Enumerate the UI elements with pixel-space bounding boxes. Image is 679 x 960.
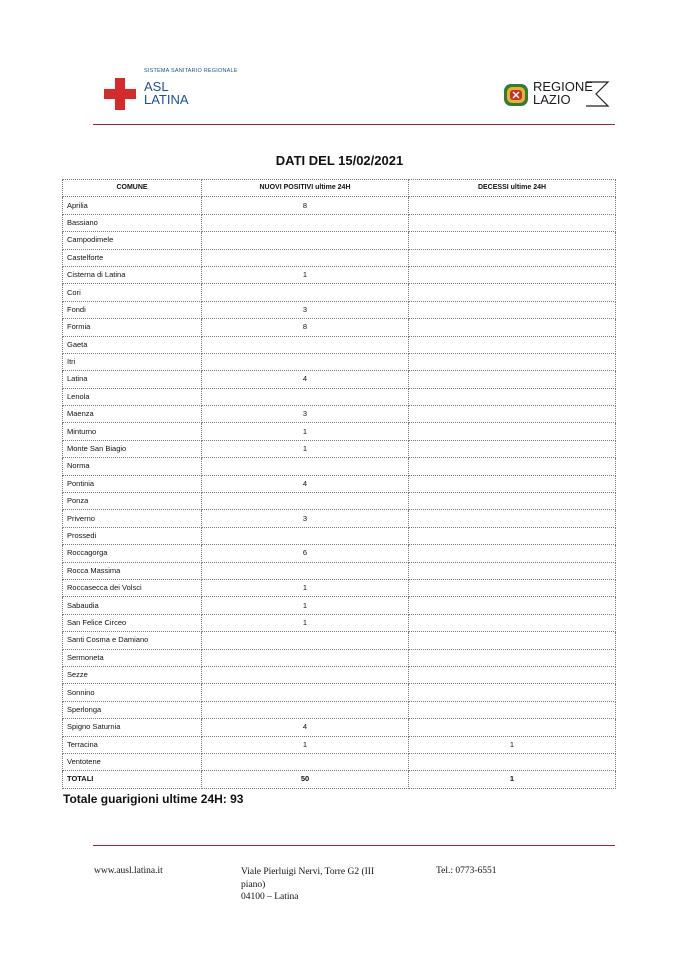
cell-decessi [409, 614, 616, 631]
table-row [63, 510, 616, 527]
cell-decessi [409, 649, 616, 666]
cell-nuovi-positivi [202, 493, 409, 510]
regione-lazio-text: REGIONE LAZIO [533, 79, 593, 107]
cell-nuovi-positivi: 3 [202, 406, 409, 423]
page-header [0, 0, 679, 130]
table-row [63, 353, 616, 370]
table-row [63, 406, 616, 423]
header-nuovi-positivi: NUOVI POSITIVI ultime 24H [202, 180, 409, 197]
header-comune: COMUNE [63, 180, 202, 197]
cell-comune: Gaeta [63, 336, 202, 353]
table-row [63, 214, 616, 231]
cell-decessi [409, 562, 616, 579]
table-row [63, 266, 616, 283]
cell-decessi [409, 527, 616, 544]
table-row [63, 649, 616, 666]
cell-decessi [409, 232, 616, 249]
cell-comune: Formia [63, 319, 202, 336]
cell-comune: Campodimele [63, 232, 202, 249]
cell-decessi [409, 249, 616, 266]
table-row [63, 753, 616, 770]
cell-nuovi-positivi [202, 666, 409, 683]
cell-decessi [409, 458, 616, 475]
cell-nuovi-positivi: 1 [202, 266, 409, 283]
red-cross-icon [104, 78, 136, 110]
cell-nuovi-positivi [202, 684, 409, 701]
asl-latina-logo [104, 66, 264, 116]
table-row [63, 197, 616, 214]
table-row [63, 232, 616, 249]
cell-nuovi-positivi [202, 388, 409, 405]
cell-nuovi-positivi [202, 214, 409, 231]
cell-nuovi-positivi: 1 [202, 440, 409, 457]
cell-decessi [409, 319, 616, 336]
cell-decessi [409, 440, 616, 457]
table-row [63, 632, 616, 649]
table-header-row [63, 180, 616, 197]
cell-nuovi-positivi: 8 [202, 319, 409, 336]
asl-tagline: SISTEMA SANITARIO REGIONALE [144, 68, 238, 74]
cell-nuovi-positivi: 3 [202, 510, 409, 527]
table-row [63, 719, 616, 736]
cell-nuovi-positivi: 4 [202, 371, 409, 388]
cell-comune: Lenola [63, 388, 202, 405]
cell-comune: Sabaudia [63, 597, 202, 614]
cell-nuovi-positivi [202, 562, 409, 579]
cell-decessi [409, 423, 616, 440]
cell-comune: Fondi [63, 301, 202, 318]
table-row [63, 527, 616, 544]
cell-comune: Roccasecca dei Volsci [63, 579, 202, 596]
table-total-row [63, 771, 616, 788]
cell-nuovi-positivi: 4 [202, 719, 409, 736]
table-row [63, 458, 616, 475]
cell-decessi [409, 701, 616, 718]
cell-nuovi-positivi [202, 284, 409, 301]
cell-comune: Santi Cosma e Damiano [63, 632, 202, 649]
table-row [63, 475, 616, 492]
cell-nuovi-positivi [202, 353, 409, 370]
table-row [63, 666, 616, 683]
cell-decessi [409, 632, 616, 649]
table-row [63, 493, 616, 510]
cell-decessi [409, 510, 616, 527]
asl-name: ASL LATINA [144, 79, 189, 107]
cell-comune: Minturno [63, 423, 202, 440]
footer-website: www.ausl.latina.it [94, 866, 163, 876]
footer-divider [93, 845, 615, 846]
table-row [63, 423, 616, 440]
footer-telephone: Tel.: 0773-6551 [436, 866, 497, 876]
cell-comune: Spigno Saturnia [63, 719, 202, 736]
cell-comune: Roccagorga [63, 545, 202, 562]
total-recoveries: Totale guarigioni ultime 24H: 93 [63, 792, 244, 806]
cell-decessi [409, 719, 616, 736]
cell-decessi [409, 197, 616, 214]
cell-nuovi-positivi: 8 [202, 197, 409, 214]
table-row [63, 597, 616, 614]
cell-nuovi-positivi: 1 [202, 579, 409, 596]
cell-nuovi-positivi: 1 [202, 614, 409, 631]
cell-comune: Aprilia [63, 197, 202, 214]
cell-decessi [409, 475, 616, 492]
cell-comune: Monte San Biagio [63, 440, 202, 457]
cell-decessi [409, 406, 616, 423]
cell-comune: Sezze [63, 666, 202, 683]
cell-comune: Sonnino [63, 684, 202, 701]
cell-decessi [409, 371, 616, 388]
cell-decessi [409, 214, 616, 231]
table-row [63, 684, 616, 701]
table-row [63, 371, 616, 388]
cell-comune: Itri [63, 353, 202, 370]
cell-comune: Ventotene [63, 753, 202, 770]
cell-comune: Bassiano [63, 214, 202, 231]
cell-nuovi-positivi: 3 [202, 301, 409, 318]
table-row [63, 614, 616, 631]
cell-comune: Prossedi [63, 527, 202, 544]
cell-nuovi-positivi: 1 [202, 423, 409, 440]
cell-decessi [409, 266, 616, 283]
page-title: DATI DEL 15/02/2021 [275, 153, 404, 168]
cell-nuovi-positivi [202, 753, 409, 770]
cell-comune: Castelforte [63, 249, 202, 266]
header-decessi: DECESSI ultime 24H [409, 180, 616, 197]
table-row [63, 284, 616, 301]
table-row [63, 579, 616, 596]
regione-emblem-icon [502, 80, 530, 108]
cell-comune: Cori [63, 284, 202, 301]
cell-nuovi-positivi [202, 232, 409, 249]
cell-nuovi-positivi [202, 527, 409, 544]
cell-nuovi-positivi [202, 336, 409, 353]
cell-comune: Maenza [63, 406, 202, 423]
table-row [63, 562, 616, 579]
table-row [63, 736, 616, 753]
regione-lazio-logo [502, 78, 612, 112]
cell-comune: Pontinia [63, 475, 202, 492]
cell-decessi [409, 336, 616, 353]
cell-nuovi-positivi: 1 [202, 597, 409, 614]
cell-nuovi-positivi [202, 701, 409, 718]
cell-decessi: 1 [409, 736, 616, 753]
cell-comune: Latina [63, 371, 202, 388]
table-row [63, 319, 616, 336]
cell-nuovi-positivi [202, 632, 409, 649]
table-row [63, 545, 616, 562]
table-row [63, 249, 616, 266]
cell-comune: San Felice Circeo [63, 614, 202, 631]
region-chevron-icon [584, 80, 610, 108]
footer-address: Viale Pierluigi Nervi, Torre G2 (III piano) 04100 – Latina [241, 867, 375, 902]
cell-decessi [409, 388, 616, 405]
cell-nuovi-positivi: 50 [202, 771, 409, 788]
cell-comune: Terracina [63, 736, 202, 753]
cell-comune: Sermoneta [63, 649, 202, 666]
table-row [63, 440, 616, 457]
cell-decessi [409, 545, 616, 562]
cell-nuovi-positivi [202, 249, 409, 266]
cell-comune: Norma [63, 458, 202, 475]
cell-nuovi-positivi: 4 [202, 475, 409, 492]
cell-decessi [409, 353, 616, 370]
cell-decessi [409, 753, 616, 770]
cell-comune: Ponza [63, 493, 202, 510]
cell-comune: Sperlonga [63, 701, 202, 718]
cell-decessi [409, 284, 616, 301]
cell-decessi [409, 666, 616, 683]
cell-nuovi-positivi [202, 649, 409, 666]
cell-decessi [409, 301, 616, 318]
cell-comune: Cisterna di Latina [63, 266, 202, 283]
table-row [63, 388, 616, 405]
cell-comune: Rocca Massima [63, 562, 202, 579]
covid-data-table [62, 179, 616, 789]
cell-decessi: 1 [409, 771, 616, 788]
header-divider [93, 124, 615, 125]
table-row [63, 301, 616, 318]
cell-nuovi-positivi: 1 [202, 736, 409, 753]
cell-decessi [409, 493, 616, 510]
cell-nuovi-positivi: 6 [202, 545, 409, 562]
cell-decessi [409, 684, 616, 701]
cell-comune: Priverno [63, 510, 202, 527]
table-row [63, 336, 616, 353]
cell-decessi [409, 579, 616, 596]
table-row [63, 701, 616, 718]
cell-nuovi-positivi [202, 458, 409, 475]
cell-comune: TOTALI [63, 771, 202, 788]
cell-decessi [409, 597, 616, 614]
